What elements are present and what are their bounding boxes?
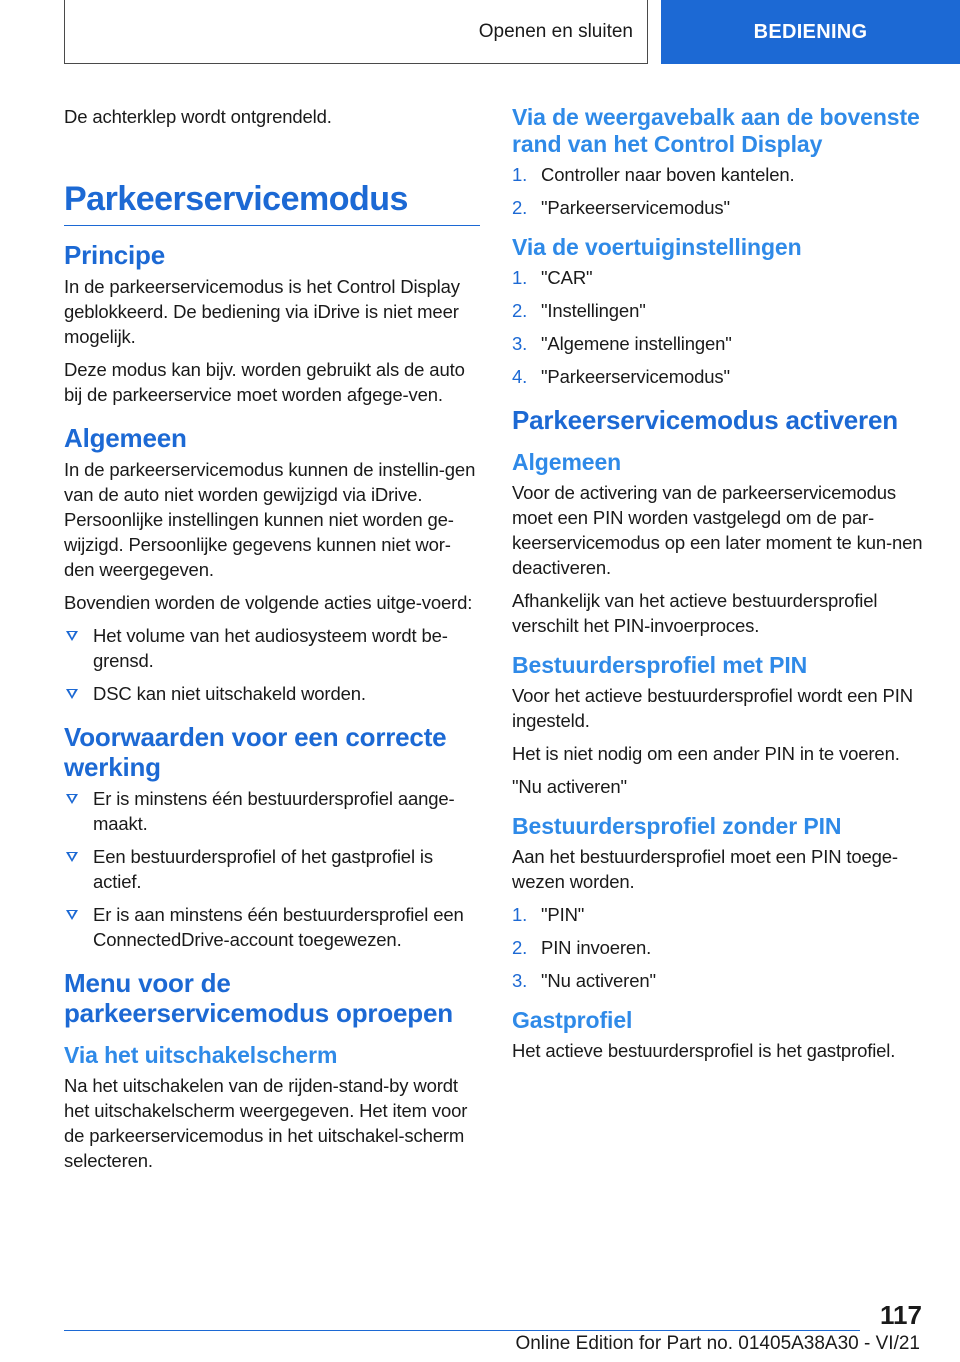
section-title: BEDIENING [753, 20, 868, 43]
uitschakel-heading: Via het uitschakelscherm [64, 1042, 338, 1068]
list-item: DSC kan niet uitschakeld worden. [64, 681, 480, 706]
list-item: Er is aan minstens één bestuurdersprofiel een ConnectedDrive-account toegewezen. [64, 902, 480, 952]
list-item: 3. "Algemene instellingen" [512, 333, 732, 354]
met-pin-paragraph-3: "Nu activeren" [512, 776, 627, 797]
intro-text: De achterklep wordt ontgrendeld. [64, 106, 332, 127]
right-column [512, 104, 926, 1071]
algemeen-right-paragraph-1: Voor de activering van de parkeerservicemodus moet een PIN worden vastgelegd om de par-keerservicemodus op een later moment te kun-nen deactiveren. [512, 482, 923, 578]
chapter-title: Openen en sluiten [478, 20, 633, 42]
principe-heading: Principe [64, 240, 165, 270]
list-item: 4. "Parkeerservicemodus" [512, 366, 730, 387]
menu-heading: Menu voor de parkeerservicemodus oproepen [64, 968, 453, 1028]
algemeen-paragraph-2: Bovendien worden de volgende acties uitge-voerd: [64, 592, 473, 613]
gast-heading: Gastprofiel [512, 1007, 633, 1033]
page-number: 117 [880, 1300, 922, 1330]
footer-edition: Online Edition for Part no. 01405A38A30 - VI/21 [515, 1333, 920, 1354]
footer-divider [64, 1330, 860, 1331]
list-item: Het volume van het audiosysteem wordt be-grensd. [64, 623, 480, 673]
principe-paragraph-1: In de parkeerservicemodus is het Control Display geblokkeerd. De bediening via iDrive is niet meer mogelijk. [64, 276, 460, 347]
list-item: 2. "Parkeerservicemodus" [512, 197, 730, 218]
left-column [64, 104, 480, 1181]
list-item: Een bestuurdersprofiel of het gastprofiel is actief. [64, 844, 480, 894]
uitschakel-paragraph: Na het uitschakelen van de rijden-stand-by wordt het uitschakelscherm weergegeven. Het item voor de parkeerservicemodus in het uitschakel-scherm selecteren. [64, 1075, 468, 1171]
list-item: 2. PIN invoeren. [512, 937, 652, 958]
met-pin-paragraph-1: Voor het actieve bestuurdersprofiel wordt een PIN ingesteld. [512, 685, 913, 731]
list-item: 1. Controller naar boven kantelen. [512, 164, 795, 185]
page-title: Parkeerservicemodus [64, 179, 480, 226]
triangle-bullet-icon [66, 631, 78, 641]
met-pin-paragraph-2: Het is niet nodig om een ander PIN in te voeren. [512, 743, 900, 764]
triangle-bullet-icon [66, 689, 78, 699]
gast-paragraph: Het actieve bestuurdersprofiel is het gastprofiel. [512, 1040, 896, 1061]
zonder-pin-paragraph: Aan het bestuurdersprofiel moet een PIN toege-wezen worden. [512, 846, 898, 892]
principe-paragraph-2: Deze modus kan bijv. worden gebruikt als de auto bij de parkeerservice moet worden afgege-ven. [64, 359, 465, 405]
zonder-pin-heading: Bestuurdersprofiel zonder PIN [512, 813, 842, 839]
list-item: 2. "Instellingen" [512, 300, 646, 321]
algemeen-right-paragraph-2: Afhankelijk van het actieve bestuurdersprofiel verschilt het PIN-invoerproces. [512, 590, 878, 636]
activeren-heading: Parkeerservicemodus activeren [512, 405, 898, 435]
triangle-bullet-icon [66, 910, 78, 920]
chapter-tab [64, 0, 648, 64]
weergave-heading: Via de weergavebalk aan de bovenste rand van het Control Display [512, 104, 920, 157]
algemeen-paragraph-1: In de parkeerservicemodus kunnen de instellin-gen van de auto niet worden gewijzigd via iDrive. Persoonlijke instellingen kunnen niet worden ge-wijzigd. Persoonlijke gegevens kunnen niet wor-den weergegeven. [64, 459, 476, 580]
voertuig-heading: Via de voertuiginstellingen [512, 234, 802, 260]
list-item: 3. "Nu activeren" [512, 970, 656, 991]
voorwaarden-bullet-list [64, 786, 480, 952]
voertuig-steps [512, 265, 926, 389]
weergave-steps [512, 162, 926, 220]
algemeen-heading: Algemeen [64, 423, 187, 453]
section-tab [661, 0, 960, 64]
list-item: 1. "CAR" [512, 267, 593, 288]
zonder-pin-steps [512, 902, 926, 993]
list-item: Er is minstens één bestuurdersprofiel aange-maakt. [64, 786, 480, 836]
algemeen-bullet-list [64, 623, 480, 706]
met-pin-heading: Bestuurdersprofiel met PIN [512, 652, 808, 678]
triangle-bullet-icon [66, 852, 78, 862]
voorwaarden-heading: Voorwaarden voor een correcte werking [64, 722, 447, 782]
list-item: 1. "PIN" [512, 904, 585, 925]
algemeen-right-heading: Algemeen [512, 449, 622, 475]
triangle-bullet-icon [66, 794, 78, 804]
